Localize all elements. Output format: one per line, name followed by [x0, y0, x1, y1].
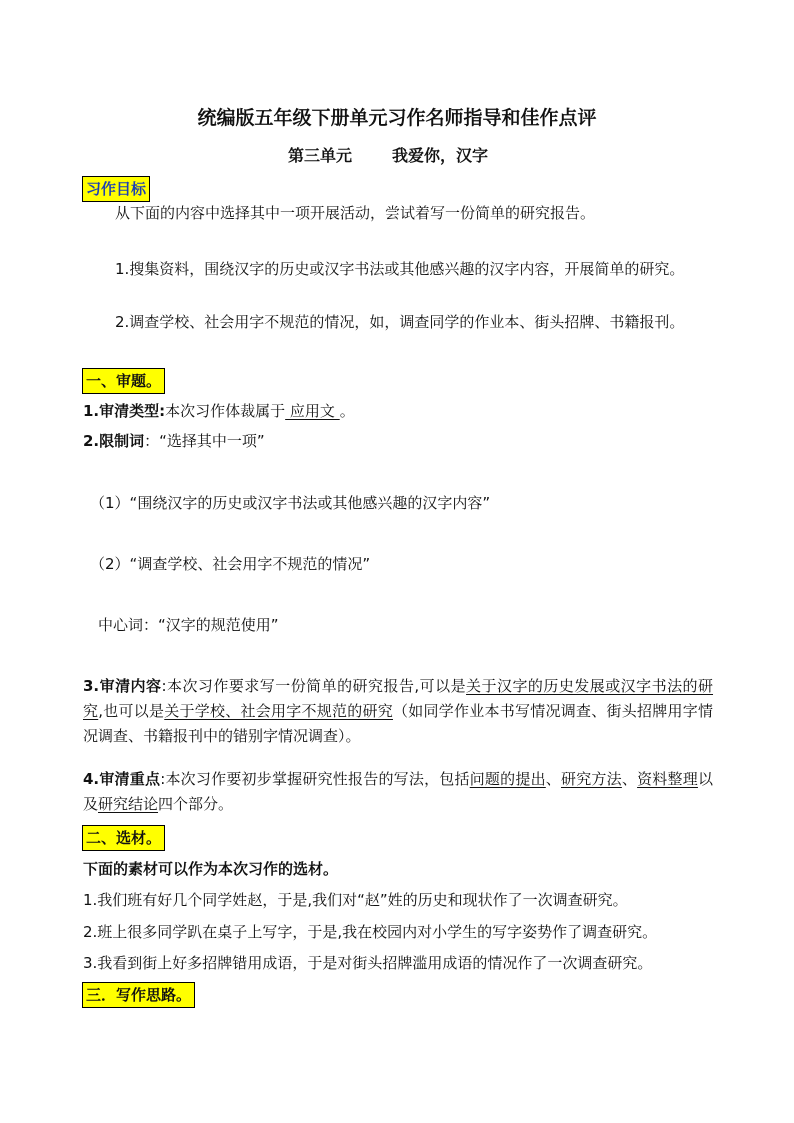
section-2-heading: 二、选材。 — [82, 825, 165, 851]
s1-point-1 — [83, 400, 355, 422]
section-3-heading: 三．写作思路。 — [82, 982, 195, 1008]
goal-intro: 从下面的内容中选择其中一项开展活动，尝试着写一份简单的研究报告。 — [115, 204, 596, 222]
s1-point-1-answer: 应用文 — [285, 402, 340, 420]
unit-topic: 我爱你，汉字 — [392, 146, 489, 165]
s1-point-3-label: 3.审清内容 — [83, 677, 162, 695]
s1-point-1-colon: : — [159, 402, 166, 420]
s1-point-4-sep-2: 、 — [621, 770, 638, 788]
s2-material-1: 1.我们班有好几个同学姓赵，于是,我们对“赵”姓的历史和现状作了一次调查研究。 — [83, 891, 628, 909]
s1-point-1-end: 。 — [339, 402, 355, 420]
s1-option-2: （2）“调查学校、社会用字不规范的情况” — [90, 555, 371, 573]
unit-subtitle — [288, 144, 488, 168]
goal-item-2: 2.调查学校、社会用字不规范的情况，如，调查同学的作业本、街头招牌、书籍报刊。 — [115, 313, 685, 331]
page-title: 统编版五年级下册单元习作名师指导和佳作点评 — [197, 107, 597, 129]
s1-center-word: 中心词：“汉字的规范使用” — [98, 616, 279, 634]
s1-point-4 — [83, 767, 713, 817]
s1-point-3 — [83, 674, 713, 749]
s1-point-3-text-a: :本次习作要求写一份简单的研究报告,可以是 — [161, 677, 467, 695]
s1-point-4-label: 4.审清重点 — [83, 770, 161, 788]
s1-point-4-underline-2: 研究方法 — [561, 770, 622, 788]
s2-material-2: 2.班上很多同学趴在桌子上写字，于是,我在校园内对小学生的写字姿势作了调查研究。 — [83, 923, 658, 941]
s2-lead: 下面的素材可以作为本次习作的选材。 — [83, 860, 339, 878]
s1-point-2-label: 2.限制词 — [83, 432, 145, 450]
s1-point-3-text-c: （如同学作业本书写情况调查、街头招牌用字情况调查、书籍报刊中的错别字情况调查）。 — [83, 702, 713, 745]
s1-point-4-text-a: :本次习作要初步掌握研究性报告的写法，包括 — [160, 770, 470, 788]
s1-point-4-underline-4: 研究结论 — [98, 795, 159, 813]
unit-label: 第三单元 — [288, 146, 353, 165]
s1-option-1: （1）“围绕汉字的历史或汉字书法或其他感兴趣的汉字内容” — [90, 494, 491, 512]
s1-point-4-underline-3: 资料整理 — [637, 770, 698, 788]
goal-heading: 习作目标 — [82, 176, 150, 202]
s1-point-4-sep-1: 、 — [545, 770, 561, 788]
s1-point-1-label: 1.审清类型 — [83, 402, 160, 420]
s1-point-4-underline-1: 问题的提出 — [469, 770, 546, 788]
s1-point-3-text-b: ,也可以是 — [98, 702, 165, 720]
s1-point-2-text: ：“选择其中一项” — [144, 432, 265, 450]
section-1-heading: 一、审题。 — [82, 368, 165, 394]
s2-material-3: 3.我看到街上好多招牌错用成语，于是对街头招牌滥用成语的情况作了一次调查研究。 — [83, 954, 653, 972]
goal-item-1: 1.搜集资料，围绕汉字的历史或汉字书法或其他感兴趣的汉字内容，开展简单的研究。 — [115, 260, 685, 278]
s1-point-1-text: 本次习作体裁属于 — [165, 402, 286, 420]
s1-point-2 — [83, 430, 265, 452]
s1-point-3-underline-1: 关于汉字的历史发展或汉字书法的研究 — [83, 677, 714, 720]
s1-point-4-text-b: 以及 — [83, 770, 713, 813]
s1-point-3-underline-2: 关于学校、社会用字不规范的研究 — [164, 702, 393, 720]
s1-point-4-text-c: 四个部分。 — [158, 795, 234, 813]
